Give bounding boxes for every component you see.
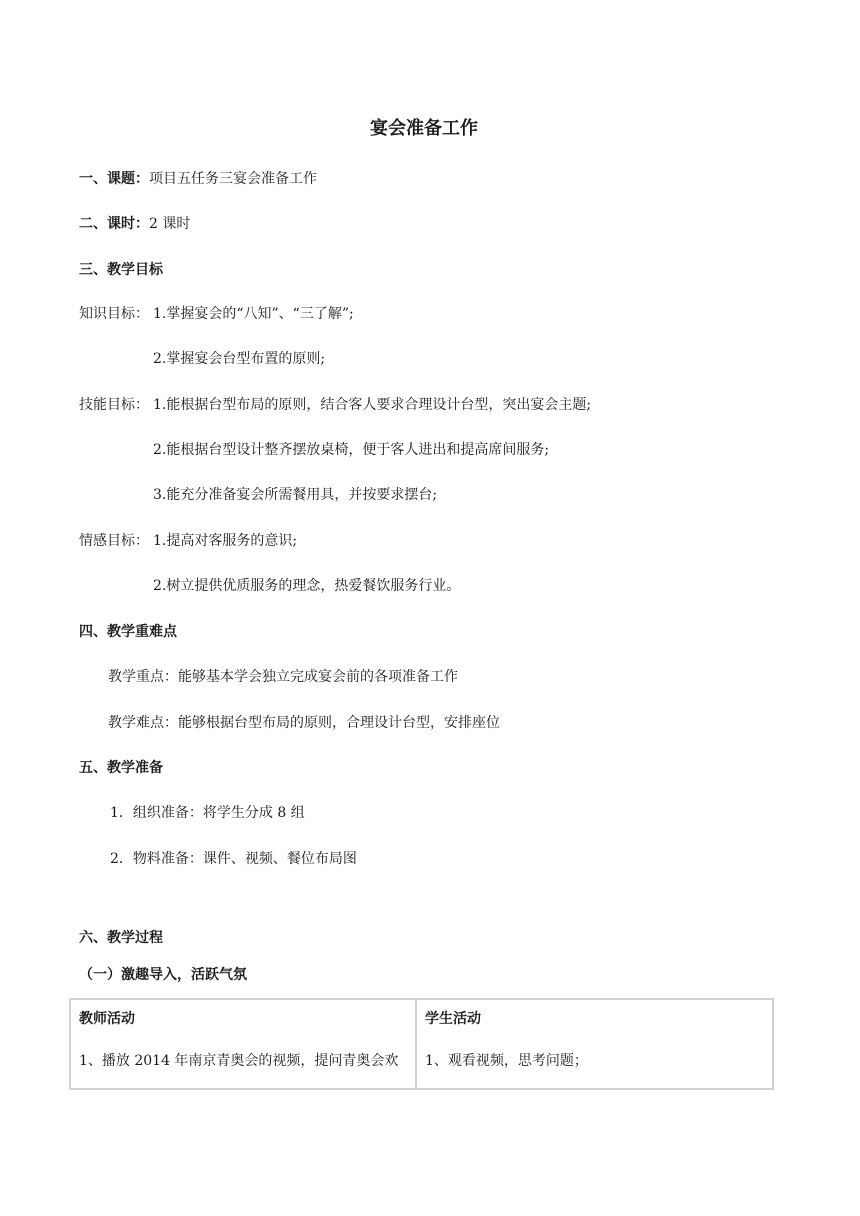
skill-item: 3.能充分准备宴会所需餐用具，并按要求摆台; <box>153 487 438 503</box>
skill-label: 技能目标： <box>79 397 149 413</box>
topic-line <box>79 170 317 188</box>
hours-label: 二、课时： <box>79 216 149 232</box>
preparation-item: 2．物料准备：课件、视频、餐位布局图 <box>110 851 357 867</box>
emotion-label: 情感目标： <box>79 533 149 549</box>
skill-item: 2.能根据台型设计整齐摆放桌椅，便于客人进出和提高席间服务; <box>153 442 550 458</box>
process-heading: 六、教学过程 <box>79 930 163 946</box>
table-row <box>70 999 773 1089</box>
student-activity-header: 学生活动 <box>425 1011 481 1027</box>
teacher-activity-cell <box>70 999 416 1089</box>
preparation-item: 1．组织准备：将学生分成 8 组 <box>110 805 305 821</box>
topic-label: 一、课题： <box>79 171 149 187</box>
activity-table <box>69 998 774 1090</box>
topic-value: 项目五任务三宴会准备工作 <box>149 171 317 187</box>
skill-item: 1.能根据台型布局的原则，结合客人要求合理设计台型，突出宴会主题; <box>153 397 592 413</box>
teaching-difficulty: 教学难点：能够根据台型布局的原则，合理设计台型，安排座位 <box>108 715 500 731</box>
student-activity-text: 1、观看视频，思考问题； <box>425 1053 588 1069</box>
knowledge-item: 2.掌握宴会台型布置的原则; <box>153 351 326 367</box>
student-activity-cell <box>416 999 773 1089</box>
page-title: 宴会准备工作 <box>370 118 478 139</box>
knowledge-item: 1.掌握宴会的“八知”、“三了解”; <box>153 306 354 322</box>
teacher-activity-text: 1、播放 2014 年南京青奥会的视频，提问青奥会欢 <box>79 1053 399 1069</box>
teacher-activity-header: 教师活动 <box>79 1011 135 1027</box>
emotion-item: 2.树立提供优质服务的理念，热爱餐饮服务行业。 <box>153 578 461 594</box>
emotion-item: 1.提高对客服务的意识; <box>153 533 298 549</box>
hours-value: 2 课时 <box>149 216 191 232</box>
hours-line <box>79 215 190 233</box>
objectives-heading: 三、教学目标 <box>79 262 163 278</box>
process-subheading: （一）激趣导入，活跃气氛 <box>79 967 247 983</box>
teaching-focus: 教学重点：能够基本学会独立完成宴会前的各项准备工作 <box>108 669 458 685</box>
knowledge-label: 知识目标： <box>79 306 149 322</box>
preparation-heading: 五、教学准备 <box>79 760 163 776</box>
key-points-heading: 四、教学重难点 <box>79 624 177 640</box>
